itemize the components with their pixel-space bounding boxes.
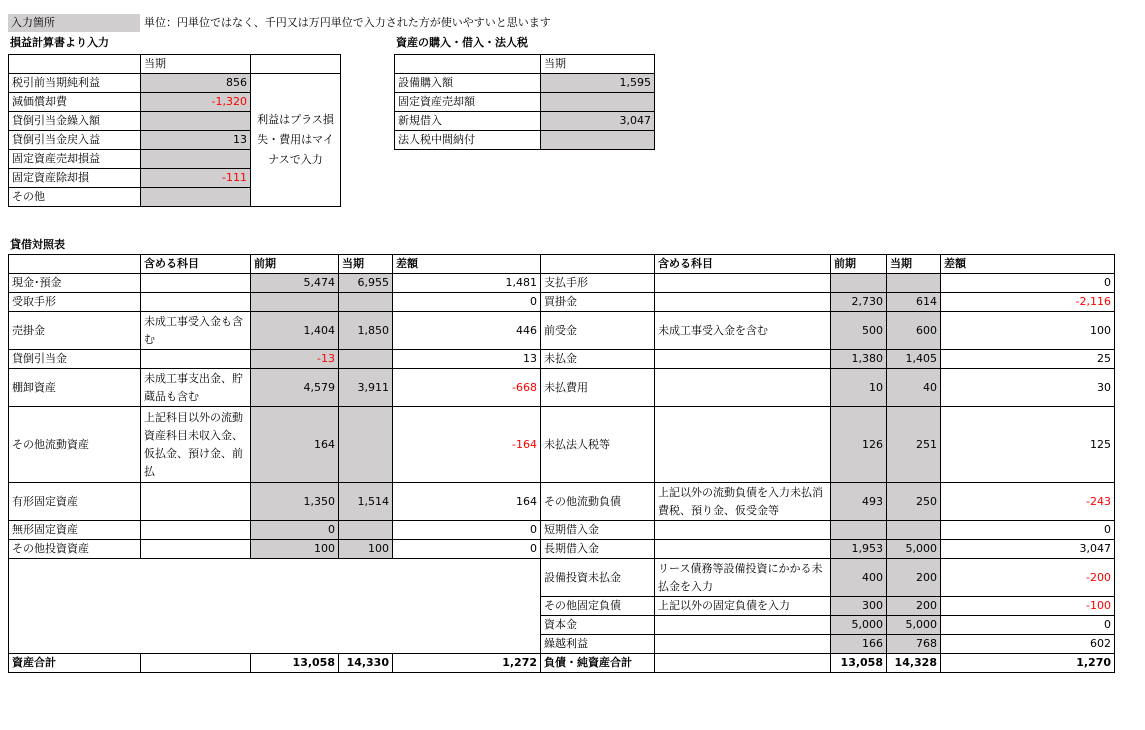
bs-liab-items	[655, 521, 831, 540]
bs-header-prev: 前期	[251, 255, 339, 274]
bs-asset-prev[interactable]: 5,474	[251, 274, 339, 293]
bs-asset-label: 売掛金	[9, 312, 141, 350]
bs-liab-label: 資本金	[541, 616, 655, 635]
bs-asset-curr[interactable]: 3,911	[339, 369, 393, 407]
bs-liab-diff: 602	[941, 635, 1115, 654]
bs-liab-items	[655, 350, 831, 369]
bs-asset-curr[interactable]	[339, 350, 393, 369]
assets-tx-period-header: 当期	[541, 55, 655, 74]
assets-tx-table	[394, 54, 655, 150]
bs-asset-label: 受取手形	[9, 293, 141, 312]
bs-liab-curr[interactable]: 614	[887, 293, 941, 312]
bs-liab-prev[interactable]: 10	[831, 369, 887, 407]
bs-asset-curr[interactable]: 100	[339, 540, 393, 559]
bs-liab-label: 支払手形	[541, 274, 655, 293]
bs-liab-label: その他固定負債	[541, 597, 655, 616]
bs-liab-label: 繰越利益	[541, 635, 655, 654]
bs-asset-items: 未成工事支出金、貯蔵品も含む	[141, 369, 251, 407]
pl-row-value[interactable]	[141, 112, 251, 131]
pl-row-label: 固定資産売却損益	[9, 150, 141, 169]
bs-liab-curr[interactable]: 5,000	[887, 616, 941, 635]
bs-asset-diff: 446	[393, 312, 541, 350]
bs-asset-diff: 164	[393, 483, 541, 521]
pl-title: 損益計算書より入力	[10, 36, 109, 49]
bs-asset-prev[interactable]: 164	[251, 407, 339, 483]
bs-asset-label: 有形固定資産	[9, 483, 141, 521]
bs-header-curr: 当期	[339, 255, 393, 274]
bs-header-diff: 差額	[941, 255, 1115, 274]
bs-liab-curr[interactable]: 251	[887, 407, 941, 483]
pl-row-label: 固定資産除却損	[9, 169, 141, 188]
bs-liab-label: 未払法人税等	[541, 407, 655, 483]
bs-liab-diff: 0	[941, 521, 1115, 540]
bs-liab-label: 設備投資未払金	[541, 559, 655, 597]
pl-row-value[interactable]	[141, 188, 251, 207]
bs-liab-curr[interactable]: 200	[887, 597, 941, 616]
bs-liab-items	[655, 274, 831, 293]
assets-tx-corner	[395, 55, 541, 74]
bs-asset-label: 現金･預金	[9, 274, 141, 293]
bs-asset-total-prev: 13,058	[251, 654, 339, 673]
bs-liab-items	[655, 407, 831, 483]
bs-asset-items: 未成工事受入金も含む	[141, 312, 251, 350]
assets-tx-label: 法人税中間納付	[395, 131, 541, 150]
bs-liab-diff: 100	[941, 312, 1115, 350]
bs-header-diff: 差額	[393, 255, 541, 274]
bs-liab-curr[interactable]: 600	[887, 312, 941, 350]
bs-asset-prev[interactable]: 100	[251, 540, 339, 559]
bs-table	[8, 254, 1115, 673]
pl-table	[8, 54, 341, 207]
assets-tx-label: 設備購入額	[395, 74, 541, 93]
bs-liab-prev[interactable]: 126	[831, 407, 887, 483]
bs-title: 貸借対照表	[10, 238, 65, 251]
bs-liab-prev[interactable]: 400	[831, 559, 887, 597]
pl-row-label: 貸倒引当金繰入額	[9, 112, 141, 131]
bs-liab-items	[655, 635, 831, 654]
bs-liab-prev[interactable]: 1,380	[831, 350, 887, 369]
bs-liab-items	[655, 540, 831, 559]
bs-asset-items	[141, 540, 251, 559]
bs-liab-diff: -200	[941, 559, 1115, 597]
bs-asset-diff: 0	[393, 540, 541, 559]
bs-header-items: 含める科目	[655, 255, 831, 274]
bs-asset-curr[interactable]	[339, 521, 393, 540]
assets-tx-label: 新規借入	[395, 112, 541, 131]
bs-header-blank	[9, 255, 141, 274]
bs-asset-label: その他流動資産	[9, 407, 141, 483]
bs-liab-items	[655, 369, 831, 407]
bs-header-curr: 当期	[887, 255, 941, 274]
bs-asset-curr[interactable]	[339, 407, 393, 483]
bs-liab-total-items	[655, 654, 831, 673]
bs-liab-total-prev: 13,058	[831, 654, 887, 673]
bs-asset-label: その他投資資産	[9, 540, 141, 559]
bs-asset-curr[interactable]: 6,955	[339, 274, 393, 293]
pl-row-label: 税引前当期純利益	[9, 74, 141, 93]
pl-row-value[interactable]: -1,320	[141, 93, 251, 112]
bs-asset-items	[141, 293, 251, 312]
bs-liab-prev[interactable]: 5,000	[831, 616, 887, 635]
bs-liab-label: その他流動負債	[541, 483, 655, 521]
bs-liab-curr[interactable]: 250	[887, 483, 941, 521]
bs-asset-diff: 1,481	[393, 274, 541, 293]
pl-row-label: 減価償却費	[9, 93, 141, 112]
pl-row-value[interactable]	[141, 150, 251, 169]
bs-liab-total-curr: 14,328	[887, 654, 941, 673]
bs-liab-curr[interactable]	[887, 274, 941, 293]
bs-liab-items: 未成工事受入金を含む	[655, 312, 831, 350]
bs-header-blank	[541, 255, 655, 274]
bs-liab-prev[interactable]: 1,953	[831, 540, 887, 559]
bs-liab-items: リース債務等設備投資にかかる未払金を入力	[655, 559, 831, 597]
bs-liab-curr[interactable]: 5,000	[887, 540, 941, 559]
bs-liab-diff: 25	[941, 350, 1115, 369]
bs-liab-diff: 0	[941, 616, 1115, 635]
bs-liab-curr[interactable]: 1,405	[887, 350, 941, 369]
bs-liab-prev[interactable]: 2,730	[831, 293, 887, 312]
bs-asset-diff: -668	[393, 369, 541, 407]
bs-liab-label: 前受金	[541, 312, 655, 350]
bs-liab-curr[interactable]: 40	[887, 369, 941, 407]
bs-asset-total-items	[141, 654, 251, 673]
pl-period-header: 当期	[141, 55, 251, 74]
bs-liab-curr[interactable]: 768	[887, 635, 941, 654]
pl-corner-cell	[9, 55, 141, 74]
bs-liab-items: 上記以外の固定負債を入力	[655, 597, 831, 616]
bs-liab-prev[interactable]: 166	[831, 635, 887, 654]
bs-liab-label: 長期借入金	[541, 540, 655, 559]
bs-asset-prev[interactable]	[251, 293, 339, 312]
bs-asset-prev[interactable]: -13	[251, 350, 339, 369]
pl-row-label: 貸倒引当金戻入益	[9, 131, 141, 150]
bs-liab-diff: 30	[941, 369, 1115, 407]
bs-liab-label: 未払金	[541, 350, 655, 369]
bs-asset-label: 無形固定資産	[9, 521, 141, 540]
assets-tx-value[interactable]: 1,595	[541, 74, 655, 93]
bs-header-prev: 前期	[831, 255, 887, 274]
bs-asset-curr[interactable]: 1,514	[339, 483, 393, 521]
bs-asset-total-curr: 14,330	[339, 654, 393, 673]
assets-tx-label: 固定資産売却額	[395, 93, 541, 112]
pl-row-value[interactable]: -111	[141, 169, 251, 188]
bs-asset-total-label: 資産合計	[9, 654, 141, 673]
bs-asset-items	[141, 521, 251, 540]
bs-liab-curr[interactable]	[887, 521, 941, 540]
bs-liab-diff: -2,116	[941, 293, 1115, 312]
bs-asset-label: 貸倒引当金	[9, 350, 141, 369]
bs-liab-diff: 0	[941, 274, 1115, 293]
bs-liab-diff: 125	[941, 407, 1115, 483]
assets-tx-value[interactable]	[541, 93, 655, 112]
bs-liab-total-label: 負債・純資産合計	[541, 654, 655, 673]
bs-asset-total-diff: 1,272	[393, 654, 541, 673]
bs-asset-curr[interactable]	[339, 293, 393, 312]
bs-liab-label: 短期借入金	[541, 521, 655, 540]
bs-liab-prev[interactable]	[831, 521, 887, 540]
bs-header-items: 含める科目	[141, 255, 251, 274]
bs-liab-prev[interactable]: 493	[831, 483, 887, 521]
bs-liab-diff: -243	[941, 483, 1115, 521]
bs-liab-diff: -100	[941, 597, 1115, 616]
pl-row-value[interactable]: 856	[141, 74, 251, 93]
bs-asset-prev[interactable]: 0	[251, 521, 339, 540]
input-area-legend: 入力箇所	[8, 14, 140, 32]
bs-liab-diff: 3,047	[941, 540, 1115, 559]
bs-liab-prev[interactable]: 300	[831, 597, 887, 616]
bs-asset-diff: 13	[393, 350, 541, 369]
bs-liab-total-diff: 1,270	[941, 654, 1115, 673]
bs-liab-items: 上記以外の流動負債を入力未払消費税、預り金、仮受金等	[655, 483, 831, 521]
assets-tx-title: 資産の購入・借入・法人税	[396, 36, 528, 49]
pl-note: 利益はプラス損失・費用はマイナスで入力	[251, 74, 341, 207]
bs-liab-items	[655, 616, 831, 635]
bs-asset-empty-area	[9, 559, 541, 654]
bs-liab-prev[interactable]: 500	[831, 312, 887, 350]
bs-asset-items	[141, 483, 251, 521]
unit-note: 単位：円単位ではなく、千円又は万円単位で入力された方が使いやすいと思います	[144, 16, 551, 29]
assets-tx-value[interactable]: 3,047	[541, 112, 655, 131]
bs-asset-prev[interactable]: 4,579	[251, 369, 339, 407]
bs-asset-diff: -164	[393, 407, 541, 483]
bs-asset-label: 棚卸資産	[9, 369, 141, 407]
bs-liab-curr[interactable]: 200	[887, 559, 941, 597]
bs-asset-prev[interactable]: 1,404	[251, 312, 339, 350]
bs-asset-diff: 0	[393, 293, 541, 312]
bs-asset-items: 上記科目以外の流動資産科目未収入金、仮払金、預け金、前払	[141, 407, 251, 483]
bs-asset-diff: 0	[393, 521, 541, 540]
bs-asset-items	[141, 274, 251, 293]
bs-asset-items	[141, 350, 251, 369]
bs-liab-prev[interactable]	[831, 274, 887, 293]
assets-tx-value[interactable]	[541, 131, 655, 150]
pl-note-top	[251, 55, 341, 74]
bs-liab-label: 未払費用	[541, 369, 655, 407]
pl-row-label: その他	[9, 188, 141, 207]
pl-row-value[interactable]: 13	[141, 131, 251, 150]
bs-liab-items	[655, 293, 831, 312]
bs-liab-label: 買掛金	[541, 293, 655, 312]
bs-asset-prev[interactable]: 1,350	[251, 483, 339, 521]
bs-asset-curr[interactable]: 1,850	[339, 312, 393, 350]
